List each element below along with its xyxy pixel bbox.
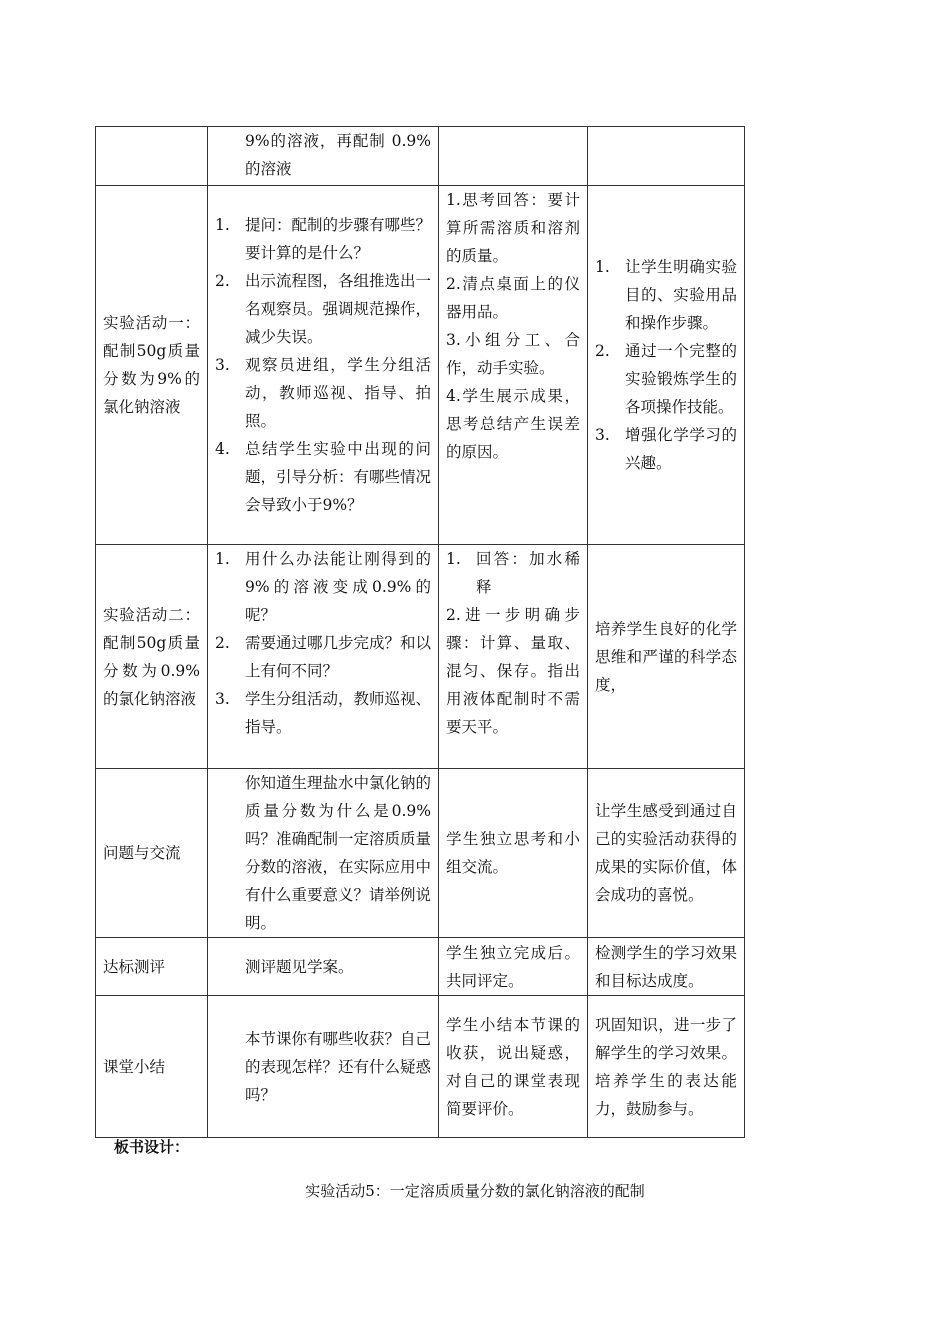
design-intent-cell bbox=[588, 186, 745, 545]
list-item: 1. 让学生明确实验目的、实验用品和操作步骤。 bbox=[595, 258, 737, 332]
design-intent-cell bbox=[588, 127, 745, 186]
student-activity-cell bbox=[439, 996, 588, 1138]
list-item: 2. 需要通过哪几步完成？和以上有何不同？ bbox=[215, 634, 432, 680]
design-intent-cell bbox=[588, 769, 745, 938]
intent-list bbox=[595, 253, 737, 477]
teacher-activity-cell bbox=[208, 996, 439, 1138]
student-text: 学生小结本节课的收获，说出疑惑，对自己的课堂表现简要评价。 bbox=[446, 1015, 580, 1118]
intent-text: 培养学生良好的化学思维和严谨的科学态度， bbox=[595, 619, 737, 694]
intent-text: 巩固知识，进一步了解学生的学习效果。培养学生的表达能力，鼓励参与。 bbox=[595, 1015, 737, 1118]
teacher-text: 测评题见学案。 bbox=[245, 957, 354, 976]
student-steps-list bbox=[446, 545, 580, 601]
list-item: 3. 增强化学学习的兴趣。 bbox=[595, 426, 737, 472]
list-item: 2. 通过一个完整的实验锻炼学生的各项操作技能。 bbox=[595, 342, 737, 416]
design-intent-cell bbox=[588, 545, 745, 769]
student-activity-cell bbox=[439, 127, 588, 186]
table-row bbox=[96, 545, 745, 769]
list-item: 4. 总结学生实验中出现的问题，引导分析：有哪些情况会导致小于9%？ bbox=[215, 440, 432, 514]
intent-text: 让学生感受到通过自己的实验活动获得的成果的实际价值，体会成功的喜悦。 bbox=[595, 802, 737, 904]
student-text: 2.进一步明确步骤：计算、量取、混匀、保存。指出用液体配制时不需要天平。 bbox=[446, 606, 580, 736]
stage-cell bbox=[96, 127, 208, 186]
student-line: 1.思考回答：要计算所需溶质和溶剂的质量。 bbox=[446, 191, 580, 265]
teacher-activity-cell bbox=[208, 186, 439, 545]
table-row bbox=[96, 127, 745, 186]
teacher-text: 你知道生理盐水中氯化钠的质量分数为什么是0.9%吗？准确配制一定溶质质量分数的溶液，在实际应用中有什么重要意义？请举例说明。 bbox=[245, 774, 432, 932]
student-activity-cell bbox=[439, 186, 588, 545]
stage-label: 实验活动一：配制50g质量分数为9%的氯化钠溶液 bbox=[103, 314, 200, 416]
teacher-steps-list bbox=[215, 211, 431, 519]
list-item: 1. 提问：配制的步骤有哪些？要计算的是什么？ bbox=[215, 216, 432, 262]
teacher-text: 本节课你有哪些收获？自己的表现怎样？还有什么疑惑吗？ bbox=[245, 1029, 432, 1104]
teacher-text: 9%的溶液，再配制 0.9%的溶液 bbox=[245, 132, 431, 178]
list-item: 1. 用什么办法能让刚得到的9%的溶液变成0.9%的呢？ bbox=[215, 550, 431, 624]
table-row bbox=[96, 769, 745, 938]
stage-label: 实验活动二：配制50g质量分数为0.9%的氯化钠溶液 bbox=[103, 605, 200, 708]
student-line: 2.清点桌面上的仪器用品。 bbox=[446, 275, 580, 321]
board-design-heading: 板书设计： bbox=[114, 1138, 190, 1156]
teacher-activity-cell bbox=[208, 938, 439, 996]
teacher-activity-cell bbox=[208, 769, 439, 938]
design-intent-cell bbox=[588, 938, 745, 996]
teacher-activity-cell bbox=[208, 127, 439, 186]
list-item: 3. 学生分组活动，教师巡视、指导。 bbox=[215, 690, 432, 736]
intent-text: 检测学生的学习效果和目标达成度。 bbox=[595, 943, 737, 990]
table-row bbox=[96, 186, 745, 545]
student-line: 3.小组分工、合作，动手实验。 bbox=[446, 331, 580, 377]
design-intent-cell bbox=[588, 996, 745, 1138]
student-activity-cell bbox=[439, 545, 588, 769]
student-line: 4.学生展示成果，思考总结产生误差的原因。 bbox=[446, 387, 580, 461]
stage-cell: 课堂小结 bbox=[96, 996, 208, 1138]
table-row bbox=[96, 996, 745, 1138]
stage-cell bbox=[96, 186, 208, 545]
teacher-steps-list bbox=[215, 545, 431, 741]
stage-cell: 达标测评 bbox=[96, 938, 208, 996]
teacher-activity-cell bbox=[208, 545, 439, 769]
lesson-plan-table bbox=[95, 126, 745, 1138]
stage-cell bbox=[96, 545, 208, 769]
student-text: 学生独立完成后。共同评定。 bbox=[446, 943, 580, 990]
stage-cell: 问题与交流 bbox=[96, 769, 208, 938]
list-item: 3. 观察员进组，学生分组活动，教师巡视、指导、拍照。 bbox=[215, 356, 431, 430]
list-item: 1. 回答：加水稀释 bbox=[446, 550, 580, 596]
student-activity-cell bbox=[439, 769, 588, 938]
list-item: 2. 出示流程图，各组推选出一名观察员。强调规范操作，减少失误。 bbox=[215, 272, 432, 346]
student-activity-cell bbox=[439, 938, 588, 996]
board-design-line: 实验活动5：一定溶质质量分数的氯化钠溶液的配制 bbox=[305, 1182, 645, 1200]
student-text: 学生独立思考和小组交流。 bbox=[446, 830, 580, 876]
table-row bbox=[96, 938, 745, 996]
